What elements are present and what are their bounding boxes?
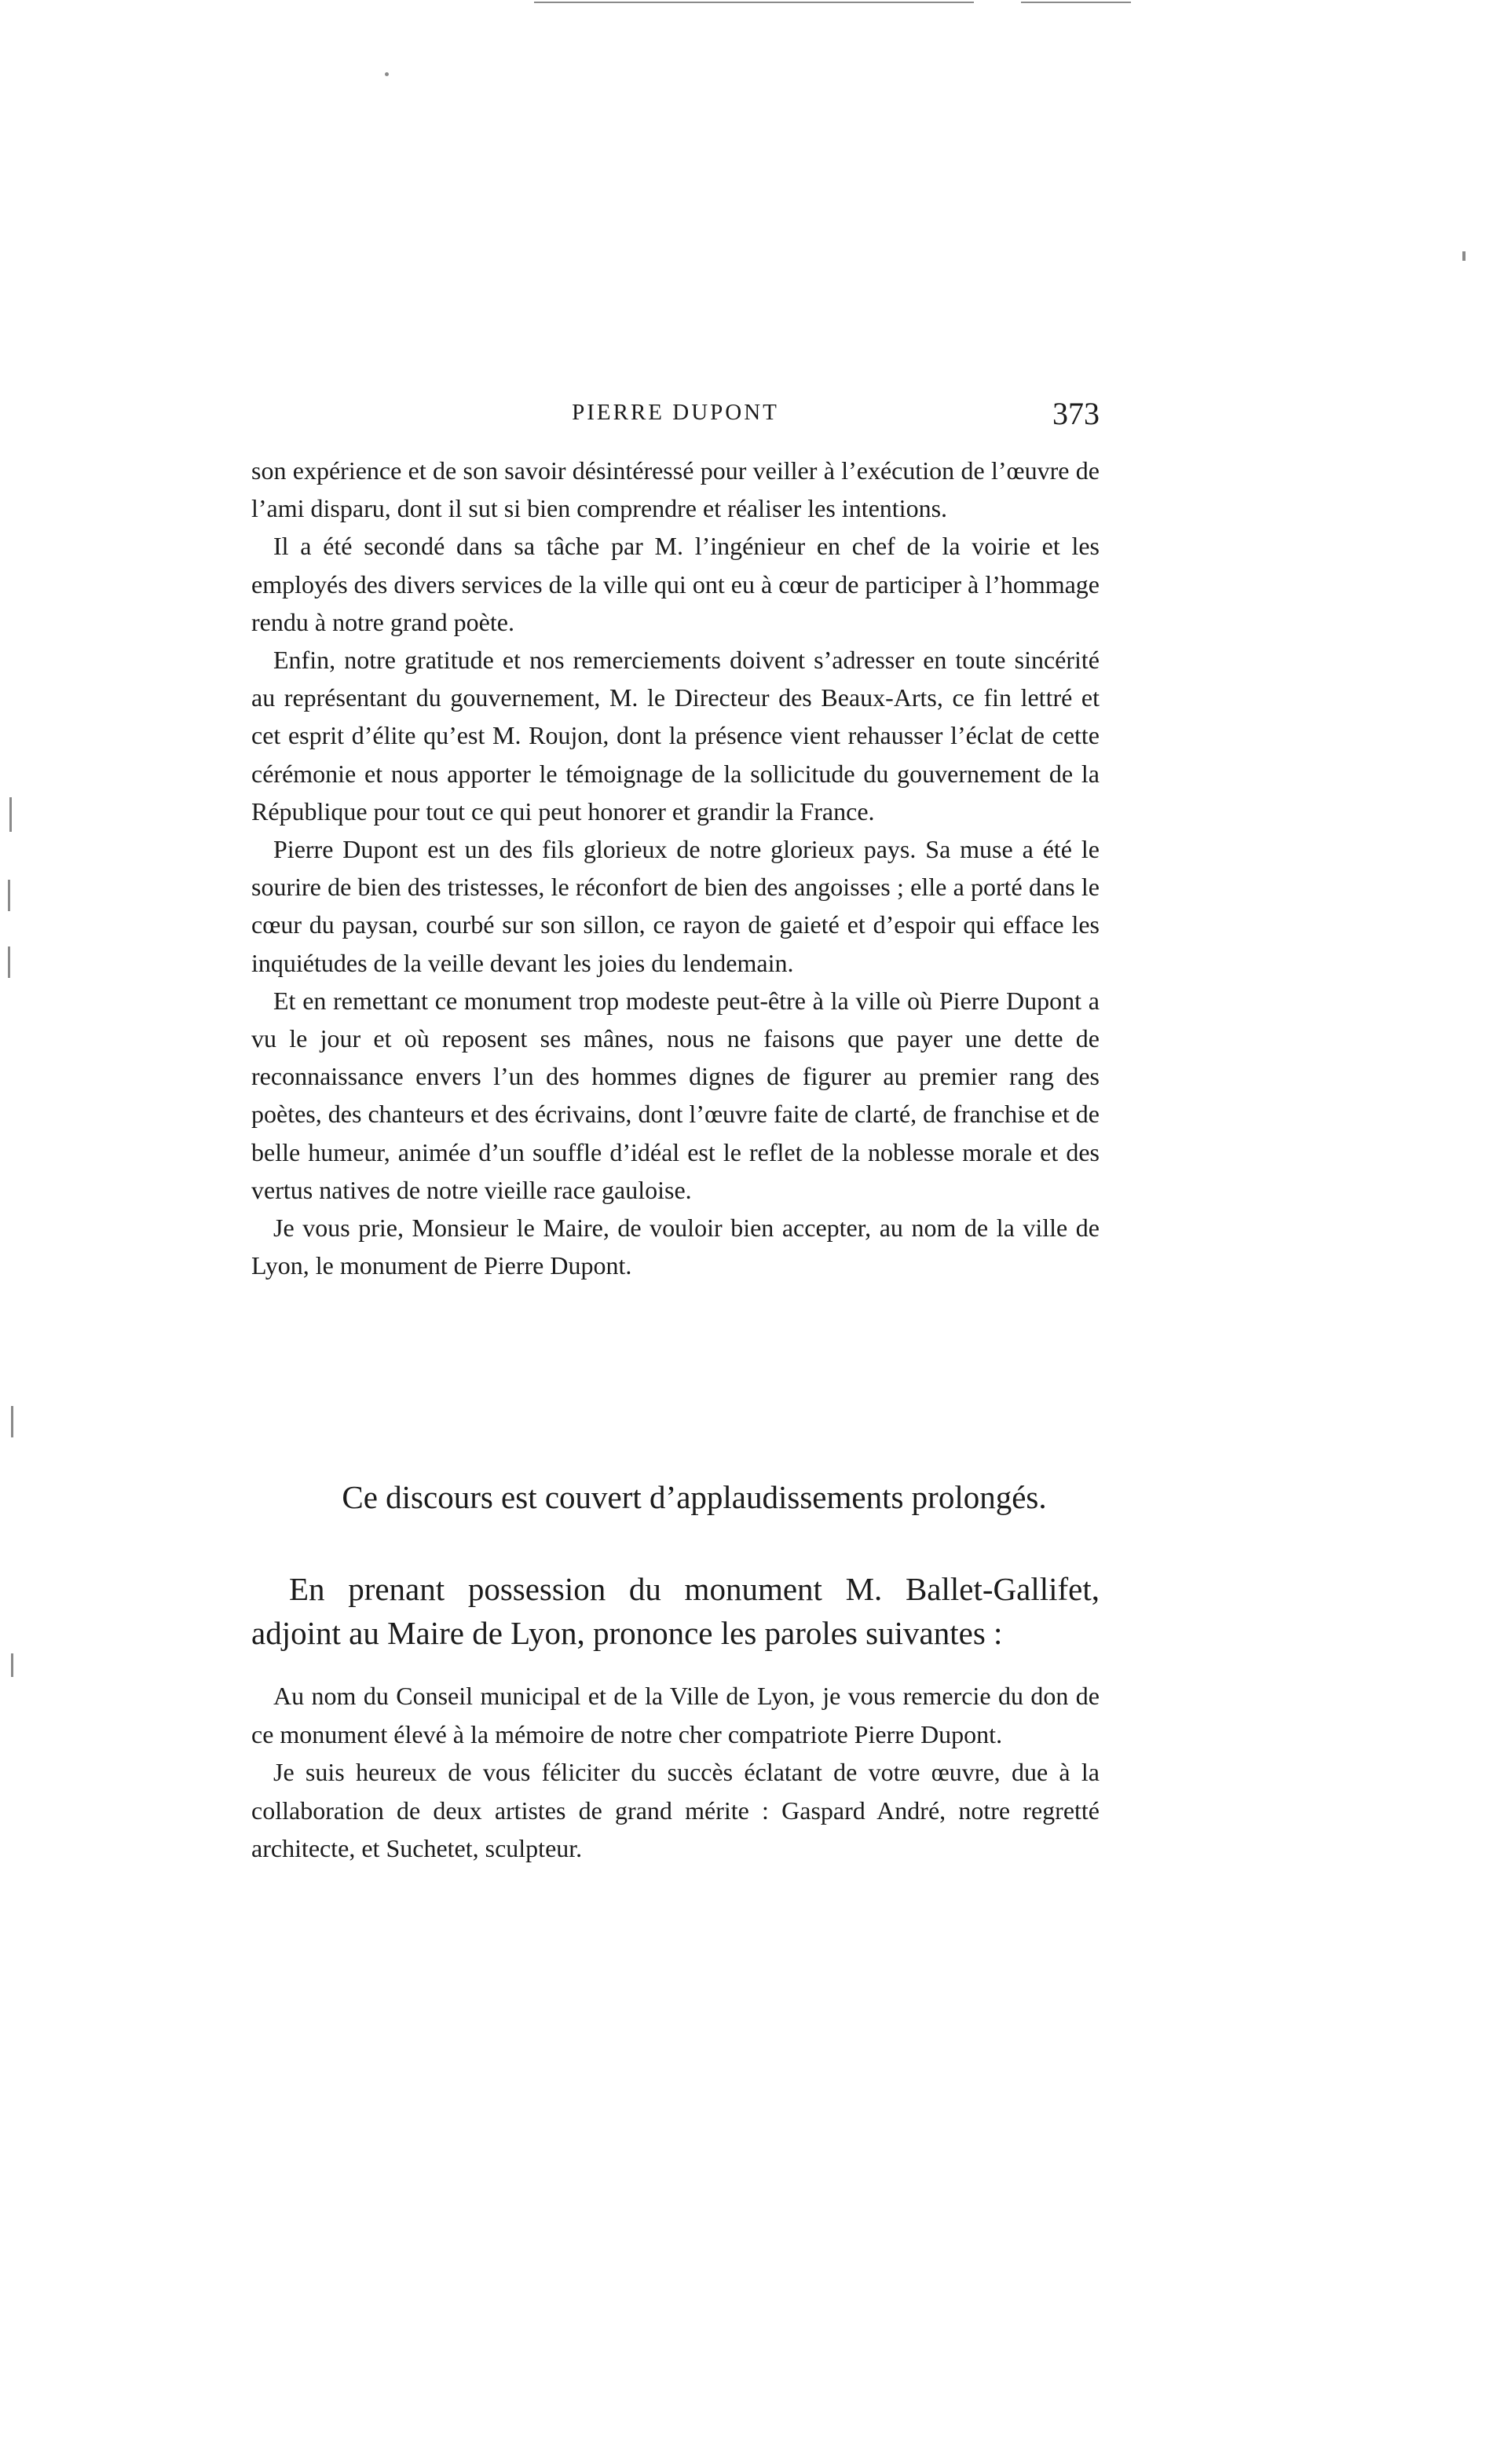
- scan-line: [1021, 2, 1131, 3]
- scan-mark: [8, 946, 10, 978]
- speech-text: [251, 452, 1100, 1284]
- possession-note: En prenant possession du monument M. Ballet-Gallifet, adjoint au Maire de Lyon, prononce les paroles suivantes :: [251, 1571, 1100, 1651]
- scan-mark: [11, 1653, 13, 1677]
- scan-mark: [385, 72, 389, 76]
- paragraph: Au nom du Conseil municipal et de la Ville de Lyon, je vous remercie du don de ce monument élevé à la mémoire de notre cher compatriote Pierre Dupont.: [251, 1682, 1100, 1748]
- paragraph: Il a été secondé dans sa tâche par M. l’ingénieur en chef de la voirie et les employés des divers services de la ville qui ont eu à cœur de participer à l’hommage rendu à notre grand poète.: [251, 532, 1100, 636]
- applause-note: Ce discours est couvert d’applaudissements prolongés.: [342, 1479, 1047, 1515]
- scan-mark: [11, 1406, 13, 1437]
- running-head: [251, 395, 1100, 434]
- running-title: PIERRE DUPONT: [572, 400, 779, 425]
- response-text: [251, 1677, 1100, 1868]
- paragraph: son expérience et de son savoir désintéressé pour veiller à l’exécution de l’œuvre de l’ami disparu, dont il sut si bien comprendre et réaliser les intentions.: [251, 456, 1100, 523]
- paragraph: Je suis heureux de vous féliciter du succès éclatant de votre œuvre, due à la collaboration de deux artistes de grand mérite : Gaspard André, notre regretté architecte, et Suchetet, sculpteur.: [251, 1758, 1100, 1862]
- paragraph: Enfin, notre gratitude et nos remerciements doivent s’adresser en toute sincérité au représentant du gouvernement, M. le Directeur des Beaux-Arts, ce fin lettré et cet esprit d’élite qu’est M. Roujon, dont la présence vient rehausser l’éclat de cette cérémonie et nous apporter le témoignage de la sollicitude du gouvernement de la République pour tout ce qui peut honorer et grandir la France.: [251, 646, 1100, 826]
- page-number: 373: [1052, 396, 1100, 431]
- scan-mark: [1462, 251, 1466, 261]
- scan-line: [534, 2, 974, 3]
- paragraph: Et en remettant ce monument trop modeste peut-être à la ville où Pierre Dupont a vu le jour et où reposent ses mânes, nous ne faisons que payer une dette de reconnaissance envers l’un des hommes dignes de figurer au premier rang des poètes, des chanteurs et des écrivains, dont l’œuvre faite de clarté, de franchise et de belle humeur, animée d’un souffle d’idéal est le reflet de la noblesse morale et des vertus natives de notre vieille race gauloise.: [251, 986, 1100, 1204]
- paragraph: Pierre Dupont est un des fils glorieux de notre glorieux pays. Sa muse a été le sourire de bien des tristesses, le réconfort de bien des angoisses ; elle a porté dans le cœur du paysan, courbé sur son sillon, ce rayon de gaieté et d’espoir qui efface les inquiétudes de la veille devant les joies du lendemain.: [251, 835, 1100, 977]
- scan-mark: [9, 797, 12, 832]
- scan-mark: [8, 880, 10, 911]
- paragraph: Je vous prie, Monsieur le Maire, de vouloir bien accepter, au nom de la ville de Lyon, le monument de Pierre Dupont.: [251, 1214, 1100, 1280]
